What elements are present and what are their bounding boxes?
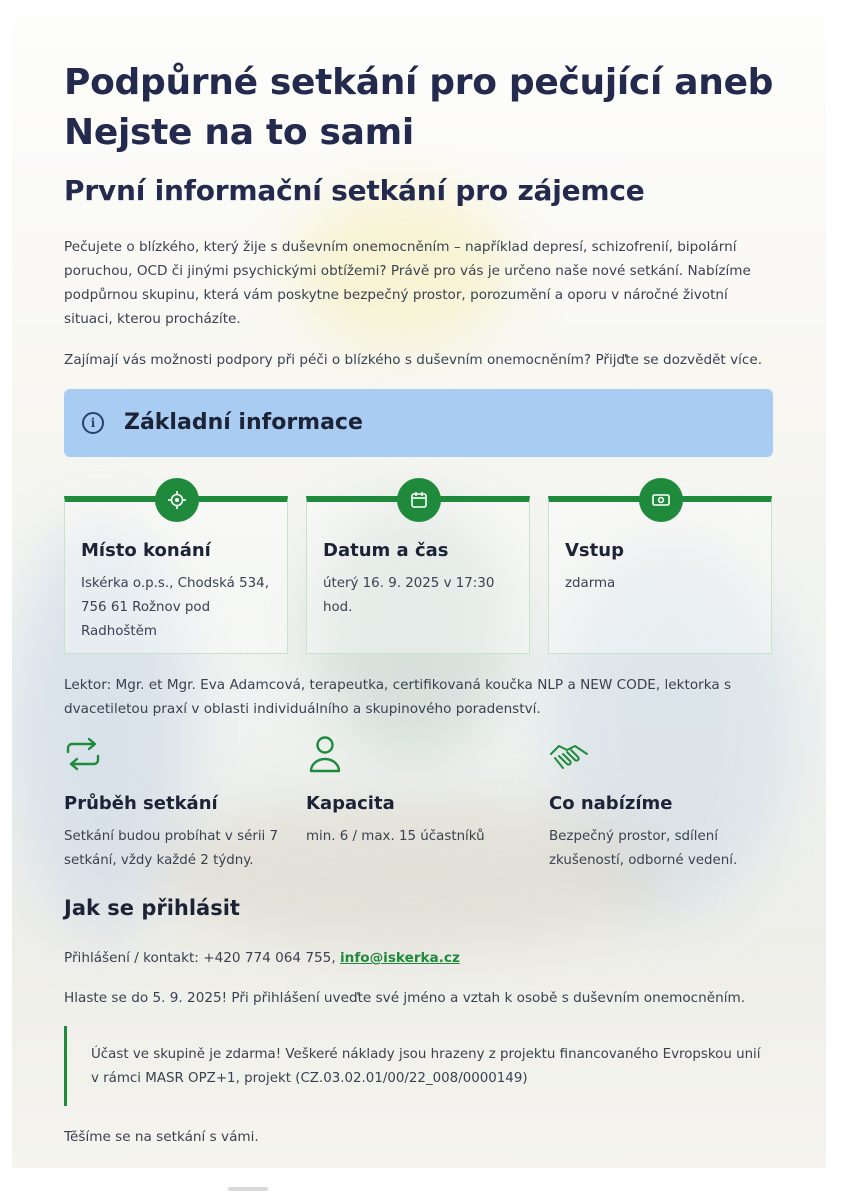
card-title: Vstup bbox=[565, 540, 624, 561]
deadline-paragraph: Hlaste se do 5. 9. 2025! Při přihlášení uveďte své jméno a vztah k osobě s duševním onemocněním. bbox=[64, 990, 746, 1006]
funding-note-text: Účast ve skupině je zdarma! Veškeré náklady jsou hrazeny z projektu financovaného Evropskou unií v rámci MASR OPZ+1, projekt (CZ.03.02.01/00/22_008/0000149) bbox=[91, 1047, 761, 1086]
contact-prefix: Přihlášení / kontakt: +420 774 064 755, bbox=[64, 950, 340, 966]
feature-text: Bezpečný prostor, sdílení zkušeností, odborné vedení. bbox=[549, 829, 738, 868]
repeat-icon bbox=[64, 736, 102, 772]
page-title: Podpůrné setkání pro pečující aneb Nejste na to sami bbox=[64, 62, 774, 153]
lecturer-paragraph: Lektor: Mgr. et Mgr. Eva Adamcová, terapeutka, certifikovaná koučka NLP a NEW CODE, lektorka s dvacetiletou praxí v oblasti individuálního a skupinového poradenství. bbox=[64, 677, 732, 717]
card-title: Datum a čas bbox=[323, 540, 449, 561]
card-date-time bbox=[306, 496, 530, 654]
background-photo-blur bbox=[152, 798, 672, 948]
feature-title: Kapacita bbox=[306, 793, 395, 814]
info-icon: i bbox=[82, 412, 104, 434]
closing-text: Těšíme se na setkání s vámi. bbox=[64, 1129, 259, 1145]
contact-line bbox=[64, 946, 776, 970]
email-link[interactable]: info@iskerka.cz bbox=[339, 950, 460, 966]
scan-mark bbox=[228, 1187, 268, 1191]
handshake-icon bbox=[549, 742, 589, 772]
card-entry bbox=[548, 496, 772, 654]
card-value: úterý 16. 9. 2025 v 17:30 hod. bbox=[323, 576, 495, 615]
person-icon bbox=[308, 734, 342, 774]
question-paragraph: Zajímají vás možnosti podpory při péči o blízkého s duševním onemocněním? Přijďte se dozvědět více. bbox=[64, 352, 763, 368]
calendar-icon bbox=[397, 478, 441, 522]
card-value: Iskérka o.p.s., Chodská 534, 756 61 Rožnov pod Radhoštěm bbox=[81, 576, 269, 639]
signup-heading: Jak se přihlásit bbox=[64, 896, 240, 920]
flyer-page bbox=[12, 18, 826, 1168]
feature-text: Setkání budou probíhat v sérii 7 setkání, vždy každé 2 týdny. bbox=[64, 829, 279, 868]
card-title: Místo konání bbox=[81, 540, 211, 561]
money-icon bbox=[639, 478, 683, 522]
card-value: zdarma bbox=[565, 576, 616, 591]
basic-info-heading: Základní informace bbox=[124, 410, 363, 435]
feature-text: min. 6 / max. 15 účastníků bbox=[306, 829, 485, 844]
page-subtitle: První informační setkání pro zájemce bbox=[64, 174, 645, 207]
feature-title: Co nabízíme bbox=[549, 793, 673, 814]
intro-paragraph: Pečujete o blízkého, který žije s duševním onemocněním – například depresí, schizofrenií, bipolární poruchou, OCD či jinými psychickými obtížemi? Právě pro vás je určeno naše nové setkání. Nabízíme podpůrnou skupinu, která vám poskytne bezpečný prostor, porozumění a oporu v náročné životní situaci, kterou procházíte. bbox=[64, 239, 751, 327]
basic-info-banner bbox=[64, 389, 773, 457]
card-location bbox=[64, 496, 288, 654]
location-icon bbox=[155, 478, 199, 522]
funding-note bbox=[64, 1026, 776, 1106]
feature-title: Průběh setkání bbox=[64, 793, 218, 814]
